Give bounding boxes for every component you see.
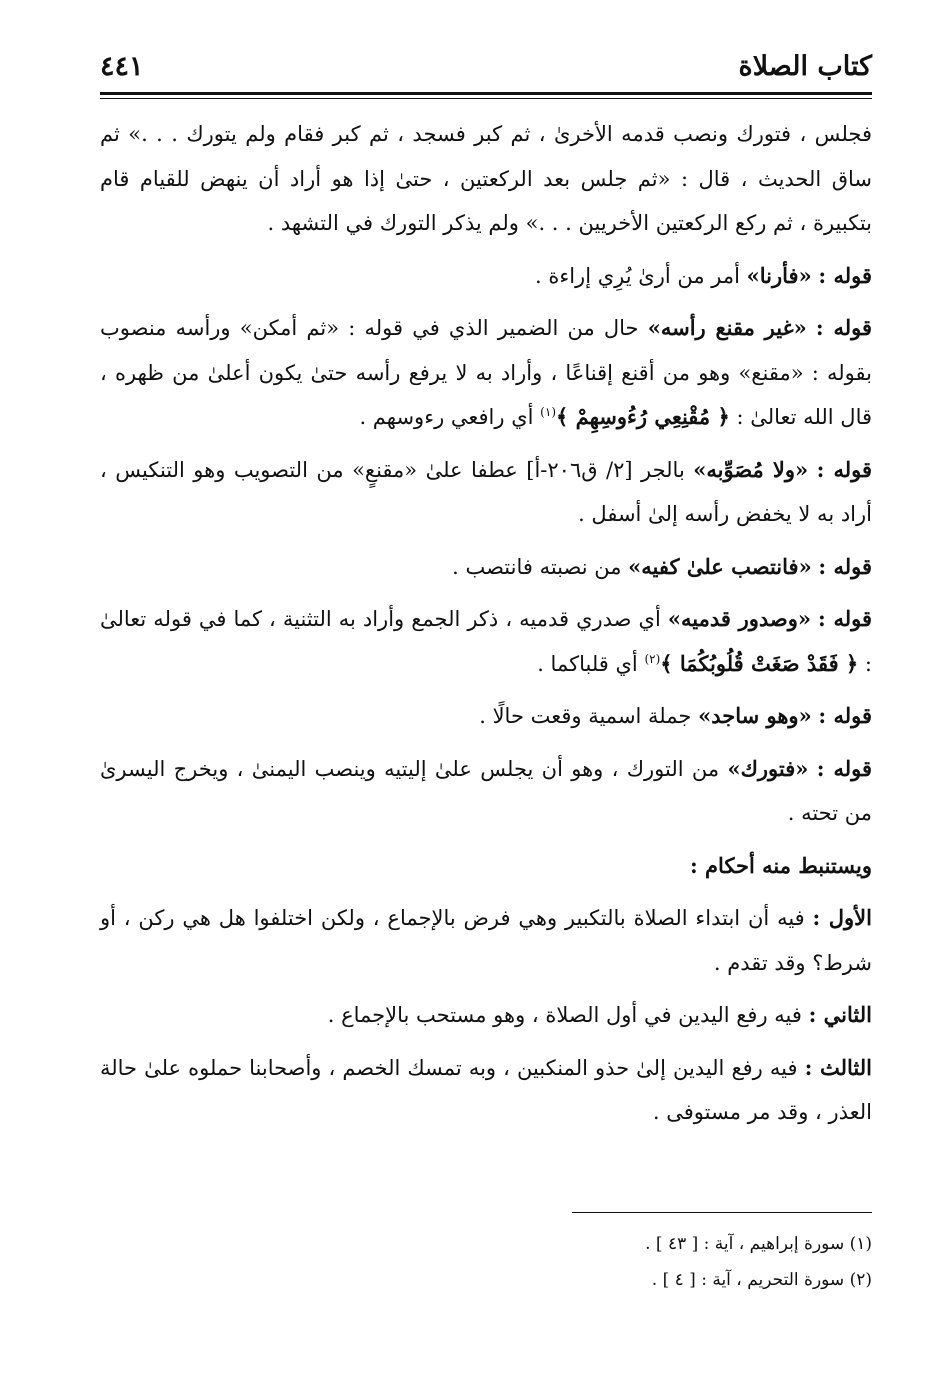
quoted-term: «فأرنا» [746, 262, 812, 288]
ruling-first [100, 896, 872, 985]
ruling-third [100, 1046, 872, 1135]
commentary-text: أي رافعي رءوسهم . [359, 405, 534, 429]
lead-phrase: قوله : [818, 262, 872, 288]
paragraph-wala-musawwibih [100, 448, 872, 537]
commentary-text: من نصبته فانتصب . [452, 554, 622, 579]
paragraph-fantasaba [100, 545, 872, 590]
lead-phrase: قوله : [818, 703, 872, 728]
ruling-label: الثاني : [808, 1002, 872, 1027]
quran-verse: ﴿ فَقَدْ صَغَتْ قُلُوبُكُمَا ﴾ [660, 650, 859, 676]
paragraph-faarina [100, 254, 872, 299]
lead-phrase: قوله : [816, 755, 872, 781]
paragraph-ghayr-muqni [100, 306, 872, 440]
footnote-ref-2: (٢) [644, 651, 661, 666]
footnote-separator [572, 1212, 872, 1213]
quoted-term: «وصدور قدميه» [667, 606, 811, 631]
ruling-second [100, 993, 872, 1038]
lead-phrase: قوله : [818, 606, 872, 631]
paragraph-fatawarraka [100, 747, 872, 836]
paragraph-hadith-continuation: فجلس ، فتورك ونصب قدمه الأخرىٰ ، ثم كبر فسجد ، ثم كبر فقام ولم يتورك . . .» ثم ساق الحديث ، قال : «ثم جلس بعد الركعتين ، حتىٰ إذا هو أراد أن ينهض للقيام قام بتكبيرة ، ثم ركع الركعتين الأخريين . . .» ولم يذكر التورك في التشهد . [100, 122, 872, 235]
commentary-text: حال من الضمير الذي في قوله : «ثم أمكن» ورأسه منصوب بقوله : «مقنع» وهو من أقنع إقناعًا ، وأراد به لا يرفع رأسه حتىٰ يكون أعلىٰ من ظهره ، قال الله تعالىٰ : [100, 316, 872, 429]
quoted-term: «فانتصب علىٰ كفيه» [628, 553, 812, 579]
quoted-term: «غير مقنع رأسه» [647, 315, 807, 340]
footnote-2: (٢) سورة التحريم ، آية : [ ٤ ] . [651, 1270, 872, 1290]
page-header [100, 42, 872, 90]
ruling-label: الأول : [812, 905, 872, 930]
page-number: ٤٤١ [100, 50, 144, 82]
quoted-term: «وهو ساجد» [698, 703, 812, 728]
commentary-text: جملة اسمية وقعت حالًا . [479, 704, 692, 728]
running-title: كتاب الصلاة [738, 50, 872, 82]
paragraph-suduur-qadamayh [100, 597, 872, 686]
commentary-text: من التورك ، وهو أن يجلس علىٰ إليتيه وينصب اليمنىٰ ، ويخرج اليسرىٰ من تحته . [100, 756, 872, 825]
section-heading: ويستنبط منه أحكام : [689, 852, 872, 878]
lead-phrase: قوله : [818, 553, 872, 579]
quoted-term: «ولا مُصَوِّبه» [693, 456, 809, 482]
ruling-text: فيه رفع اليدين إلىٰ حذو المنكبين ، وبه تمسك الخصم ، وأصحابنا حملوه علىٰ حالة العذر ، وقد مر مستوفى . [100, 1055, 872, 1124]
footnote-ref-1: (١) [540, 405, 556, 419]
commentary-text: أمر من أرىٰ يُرِي إراءة . [535, 263, 740, 288]
ruling-text: فيه رفع اليدين في أول الصلاة ، وهو مستحب بالإجماع . [327, 1003, 802, 1027]
quran-verse: ﴿ مُقْنِعِي رُءُوسِهِمْ ﴾ [556, 404, 730, 429]
commentary-text: أي صدري قدميه ، ذكر الجمع وأراد به التثنية ، كما في قوله تعالىٰ : [100, 607, 872, 676]
paragraph-wahuwa-sajid [100, 694, 872, 739]
ruling-label: الثالث : [804, 1054, 872, 1080]
main-text [100, 112, 872, 1143]
ruling-text: فيه أن ابتداء الصلاة بالتكبير وهي فرض بالإجماع ، ولكن اختلفوا هل هي ركن ، أو شرط؟ وقد تقدم . [100, 906, 872, 975]
footnotes [100, 1226, 872, 1298]
commentary-text: بالجر [٢/ ق٢٠٦-أ] عطفا علىٰ «مقنعٍ» من التصويب وهو التنكيس ، أراد به لا يخفض رأسه إلىٰ أسفل . [100, 457, 872, 526]
header-rule-thick [100, 92, 872, 95]
quoted-term: «فتورك» [727, 755, 809, 781]
header-rule-thin [100, 98, 872, 99]
commentary-text: أي قلباكما . [537, 651, 638, 676]
footnote-1: (١) سورة إبراهيم ، آية : [ ٤٣ ] . [645, 1234, 872, 1254]
lead-phrase: قوله : [816, 456, 872, 482]
lead-phrase: قوله : [815, 315, 873, 340]
